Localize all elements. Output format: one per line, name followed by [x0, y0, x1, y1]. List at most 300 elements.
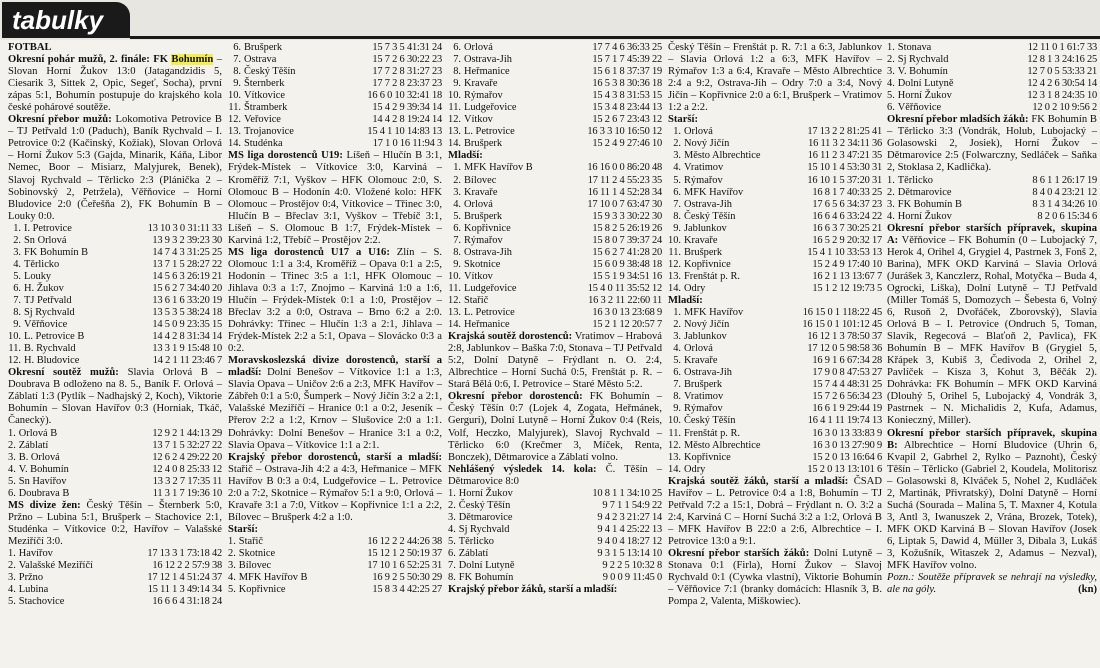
rank-cell: 7. [453, 54, 461, 66]
stats-cell: 15 6 1 8 37:37 19 [592, 66, 662, 78]
stats-cell: 16 11 2 3 47:21 35 [807, 150, 882, 162]
team-cell: Dolní Lutyně [897, 78, 954, 90]
results-text: Líšeň – Hlučín B 3:1, Frýdek-Místek – Vítkovice 3:0, Karviná – Kroměříž 7:1, Vyškov – HFK Olomouc 2:0, S. Olomouc B – Hodonín 4:0. Vložené kolo: HFK Olomouc – Prostějov 0:4, Vítkovice – Třinec 3:0, Hlučín B – Břeclav 3:1, Vyškov – Třebíč 3:1, Líšeň – S. Olomouc B 1:7, Frýdek-Místek – Karviná 1:2, Třebíč – Prostějov 2:2. [228, 150, 442, 246]
standings-table [448, 488, 662, 584]
team-cell: Sj Rychvald [897, 54, 949, 66]
stats-cell: 16 3 2 11 22:60 11 [588, 294, 662, 306]
paragraph [8, 54, 222, 114]
team-cell: Dětmarovice [897, 186, 952, 198]
competition-name: Nehlášený výsledek 14. kola: [448, 463, 597, 475]
rank-cell: 8. [673, 210, 681, 222]
stats-cell: 8 2 0 6 15:34 6 [1037, 210, 1097, 222]
table-row [448, 66, 662, 78]
team-cell: Kravaře [684, 355, 718, 367]
paragraph [448, 464, 662, 488]
stats-cell: 15 7 2 6 30:22 23 [372, 54, 442, 66]
table-row [228, 54, 442, 66]
team-cell: L. Petrovice [464, 307, 515, 319]
stats-cell: 17 11 2 4 55:23 35 [587, 174, 662, 186]
table-row [448, 187, 662, 199]
rank-cell: 2. [887, 54, 895, 66]
team-cell: Vratimov [684, 391, 724, 403]
rank-cell: 4. [673, 343, 681, 355]
table-row [887, 54, 1097, 66]
stats-cell: 12 8 1 3 24:16 25 [1027, 54, 1097, 66]
team-cell: B. Rychvald [24, 343, 76, 355]
team-cell: Kravaře [684, 234, 718, 246]
stats-cell: 16 15 0 1 118:22 45 [802, 307, 882, 319]
results-text: Věřňovice – FK Bohumín (0 – Lubojacký 7, Herok 4, Orihel 4, Grygiel 4, Pastrnek 3, Fonš 2, Barina), MFK OKD Karviná – Slavia Orlová (Jurášek 3, Kanczlerz, Rohal, Motyčka – Buda 4, Ogrocki, Liška), Dolní Lutyně – TJ Petřvald (Miller Tomáš 5, Domozych – Šebesta 6, Volný 6, Rusoň 2, Dvořáček, Zborovský), Slavia Orlová B – I. Petrovice (Ondruch 5, Toman, Slavík, Regecová – Blaťoň 2, Pavlica), FK Bohumín B – MFK Havířov B (Grygiel 5, Křápek 3, Kubiš 3, Čedivoda 2, Orihel 2, Pavlíček – Kisza 3, Kohut 3, Běčák 2). Dohrávka: FK Bohumín – MFK OKD Karviná (Dlouhý 5, Orihel 5, Lubojacký 4, Vondrák 3, Pastrnek – N. Michalidis 2, Kufa, Adamus, Konieczný, Miller). [887, 234, 1097, 427]
stats-cell: 15 2 6 7 23:43 12 [592, 114, 662, 126]
team-cell: FK Bohumín [458, 572, 514, 584]
stats-cell: 15 8 2 5 26:19 26 [592, 222, 662, 234]
team-cell: Sn Orlová [24, 234, 67, 246]
team-cell: Město Albrechtice [684, 150, 761, 162]
rank-cell: 1. [8, 547, 16, 559]
rank-cell: 4. [887, 78, 895, 90]
author-signature: (kn) [1078, 584, 1097, 596]
team-cell: Orlová [464, 198, 493, 210]
table-row [448, 500, 662, 512]
stats-cell: 16 6 0 10 32:41 18 [367, 90, 442, 102]
table-row [448, 307, 662, 319]
stats-cell: 13 7 1 5 32:27 22 [152, 439, 222, 451]
stats-cell: 15 3 4 8 23:44 13 [592, 102, 662, 114]
stats-cell: 16 12 2 2 44:26 38 [367, 535, 442, 547]
team-cell: FK Bohumín B [24, 246, 89, 258]
team-cell: Orlová [464, 42, 493, 53]
team-cell: Nový Jičín [684, 138, 730, 150]
stats-cell: 16 5 2 9 20:32 17 [812, 234, 882, 246]
team-cell: Odry [684, 282, 706, 294]
rank-cell: 11. [668, 246, 681, 258]
table-row [668, 464, 882, 476]
paragraph [448, 584, 662, 596]
rank-cell: 3. [673, 150, 681, 162]
team-cell: H. Žukov [24, 282, 64, 294]
column-3 [448, 42, 662, 596]
table-row [228, 572, 442, 584]
table-row [448, 199, 662, 211]
team-cell: I. Petrovice [24, 222, 72, 234]
competition-name: MS divize žen: [8, 499, 81, 511]
team-cell: Věřňovice [24, 319, 68, 331]
team-cell: Kravaře [464, 78, 498, 90]
rank-cell: 1. [453, 162, 461, 174]
standings-table [668, 126, 882, 295]
stats-cell: 14 5 0 9 23:35 15 [152, 319, 222, 331]
stats-cell: 16 3 0 13 33:83 9 [812, 427, 882, 439]
rank-cell: 2. [673, 319, 681, 331]
team-cell: Dolní Lutyně [458, 560, 515, 572]
table-row [668, 355, 882, 367]
team-cell: Kopřivnice [464, 222, 511, 234]
table-row [887, 102, 1097, 114]
rank-cell: 7. [673, 379, 681, 391]
team-cell: Vítkovice [244, 90, 285, 102]
team-cell: Ostrava [244, 54, 277, 66]
rank-cell: 6. [13, 282, 21, 294]
standings-table [887, 175, 1097, 223]
stats-cell: 16 12 1 3 78:50 37 [807, 331, 882, 343]
team-cell: Dětmarovice [458, 511, 513, 523]
stats-cell: 15 7 1 7 45:39 22 [592, 54, 662, 66]
rank-cell: 3. [8, 451, 16, 463]
stats-cell: 10 8 1 1 34:10 25 [592, 487, 662, 499]
table-row [8, 343, 222, 355]
team-cell: Louky [24, 270, 52, 282]
team-cell: Kopřivnice [238, 584, 286, 596]
rank-cell: 12. [448, 114, 461, 126]
stats-cell: 15 6 0 9 38:48 18 [592, 258, 662, 270]
table-row [668, 367, 882, 379]
team-cell: Skotnice [464, 258, 501, 270]
stats-cell: 16 5 3 8 30:36 18 [592, 78, 662, 90]
stats-cell: 9 4 1 4 25:22 13 [597, 523, 662, 535]
stats-cell: 12 0 2 10 9:56 2 [1032, 102, 1097, 114]
table-row [448, 548, 662, 560]
team-cell: Ostrava-Jih [464, 246, 512, 258]
stats-cell: 16 4 1 11 19:74 13 [807, 415, 882, 427]
table-row [668, 403, 882, 415]
rank-cell: 10. [448, 90, 461, 102]
rank-cell: 3. [887, 198, 895, 210]
table-row [448, 223, 662, 235]
team-cell: Rýmařov [464, 234, 503, 246]
rank-cell: 14. [448, 319, 461, 331]
rank-cell: 1. [448, 487, 456, 499]
table-row [448, 488, 662, 500]
stats-cell: 13 9 3 2 39:23 30 [152, 234, 222, 246]
rank-cell: 6. [453, 42, 461, 53]
rank-cell: 4. [448, 523, 456, 535]
table-row [448, 572, 662, 584]
table-row [668, 307, 882, 319]
team-cell: TJ Petřvald [24, 294, 72, 306]
paragraph [887, 428, 1097, 573]
table-row [887, 66, 1097, 78]
team-cell: Ostrava-Jih [684, 367, 732, 379]
rank-cell: 2. [887, 186, 895, 198]
table-row [887, 187, 1097, 199]
table-row [668, 319, 882, 331]
results-text: Č. Těšín – Dětmarovice 8:0 [448, 463, 662, 487]
stats-cell: 16 16 0 0 86:20 48 [587, 162, 662, 174]
rank-cell: 6. [673, 186, 681, 198]
team-cell: Bílovec [238, 560, 272, 572]
team-cell: Studénka [244, 138, 283, 150]
team-cell: Pržno [18, 572, 44, 584]
team-cell: Skotnice [238, 547, 276, 559]
table-row [668, 331, 882, 343]
stats-cell: 15 2 0 13 16:64 6 [812, 451, 882, 463]
paragraph [228, 150, 442, 246]
rank-cell: 12. [668, 439, 681, 451]
table-row [228, 126, 442, 138]
table-row [887, 199, 1097, 211]
rank-cell: 6. [8, 487, 16, 499]
paragraph [228, 452, 442, 524]
rank-cell: 4. [887, 210, 895, 222]
team-cell: V. Bohumín [18, 463, 69, 475]
table-row [668, 259, 882, 271]
results-text: Vratimov – Hrabová 2:8, Jablunkov – Baška 7:0, Stonava – TJ Petřvald 5:2, Dolní Datyně – Frýdlant n. O. 2:4, Albrechtice – Horní Suchá 0:5, Frenštát p. R. – Stará Bělá 0:6, I. Petrovice – Staré Město 5:2. [448, 331, 662, 391]
team-cell: Český Těšín [458, 499, 511, 511]
team-cell: Horní Žukov [897, 210, 952, 222]
rank-cell: 8. [673, 391, 681, 403]
team-cell: Orlová [684, 126, 713, 138]
rank-cell: 3. [448, 511, 456, 523]
stats-cell: 14 4 2 8 31:34 14 [152, 331, 222, 343]
section-header [0, 0, 1100, 40]
table-row [668, 415, 882, 427]
table-row [668, 138, 882, 150]
stats-cell: 9 3 1 5 13:14 10 [597, 547, 662, 559]
team-cell: Heřmanice [464, 319, 510, 331]
table-row [668, 283, 882, 295]
stats-cell: 16 2 1 13 13:67 7 [812, 270, 882, 282]
table-row [448, 114, 662, 126]
table-row [8, 560, 222, 572]
stats-cell: 16 3 3 10 16:50 12 [587, 126, 662, 138]
paragraph [448, 391, 662, 463]
stats-cell: 17 10 1 6 52:25 31 [367, 560, 442, 572]
team-cell: Věřňovice [897, 102, 942, 114]
rank-cell: 1. [673, 307, 681, 319]
team-cell: Horní Žukov [458, 487, 513, 499]
team-cell: Brušperk [684, 246, 723, 258]
competition-name: Okresní soutěž mužů: [8, 367, 119, 379]
stats-cell: 16 8 1 7 40:33 25 [812, 186, 882, 198]
stats-cell: 12 7 0 5 53:33 21 [1027, 66, 1097, 78]
stats-cell: 15 4 1 10 14:83 13 [367, 126, 442, 138]
team-cell: Sj Rychvald [24, 307, 75, 319]
competition-name: MS liga dorostenců U19: [228, 150, 343, 162]
team-cell: Vítkov [464, 270, 493, 282]
section-tab [2, 2, 130, 38]
team-cell: Vítkov [464, 114, 493, 126]
stats-cell: 9 4 2 3 21:27 14 [597, 511, 662, 523]
rank-cell: 1. [8, 427, 16, 439]
rank-cell: 4. [453, 198, 461, 210]
results-text: Albrechtice – Horní Bludovice (Uhrin 6, Kvapil 2, Gabrhel 2, Rylko – Paznoht), Český Těšín – Těrlicko (Gabriel 2, Koudela, Molitorisz – Golasowski 8, Klváček 5, Nohel 2, Kudláček 2, Martinák, Přivratský), Dolní Datyně – Horní Suchá (Sourada – Malina 5, T. Maxner 4, Kotula 3, Antl 3, Iwanuszek 2, Vrána, Brozek, Totek), MFK OKD Karviná B – Slovan Havířov (Josek 6, Liptak 5, Dawid 4, Müller 3, Dibala 3, Lukáš 3, Kožušník, Witaszek 2, Adamus – Nezval), MFK Havířov volno. [887, 439, 1097, 572]
rank-cell: 5. [448, 535, 456, 547]
stats-cell: 17 7 2 8 23:37 23 [372, 78, 442, 90]
stats-cell: 11 3 1 7 19:36 10 [152, 487, 222, 499]
table-row [668, 199, 882, 211]
column-1 [8, 42, 222, 608]
team-cell: Bílovec [464, 174, 497, 186]
category-label: Starší: [228, 523, 259, 535]
results-text: Dolní Lutyně – Stonava 0:1 (Firla), Horní Žukov – Slavoj Rychvald 0:1 (Cywka vlastní), Viktorie Bohumín – Věřňovice 7:1 (branky domácích: Hlasník 3, B. Pompa 2, Valenta, Miškowiec). [668, 547, 882, 608]
competition-name: MS liga dorostenců U17 a U16: [228, 246, 390, 258]
team-cell: Štramberk [244, 102, 288, 114]
stats-cell: 15 6 2 7 34:40 20 [152, 282, 222, 294]
rank-cell: 5. [8, 475, 16, 487]
stats-cell: 17 1 0 16 11:94 3 [372, 138, 442, 150]
competition-name: Okresní přebor starších přípravek, skupina B: [887, 427, 1097, 451]
team-cell: Rýmařov [684, 403, 723, 415]
stats-cell: 13 7 1 5 28:27 22 [152, 258, 222, 270]
stats-cell: 16 9 2 5 50:30 29 [372, 572, 442, 584]
rank-cell: 2. [228, 547, 236, 559]
stats-cell: 16 6 1 9 29:44 19 [812, 403, 882, 415]
rank-cell: 11. [448, 102, 461, 114]
rank-cell: 3. [13, 246, 21, 258]
team-cell: Horní Žukov [897, 90, 952, 102]
table-row [8, 283, 222, 295]
rank-cell: 10. [228, 90, 241, 102]
table-row [228, 584, 442, 596]
rank-cell: 1. [887, 42, 895, 53]
rank-cell: 3. [673, 331, 681, 343]
table-row [668, 187, 882, 199]
table-row [8, 259, 222, 271]
stats-cell: 12 6 2 4 29:22 20 [152, 451, 222, 463]
results-text: FK Bohumín B – Těrlicko 3:3 (Vondrák, Holub, Lubojacký – Golasowski 2, Josiek), Horní Žukov – Dětmarovice 2:5 (Folwarczny, Sedláček – Saňka 2, Stoklasa 2, Kadlička). [887, 114, 1097, 174]
table-row [668, 235, 882, 247]
rank-cell: 10. [668, 415, 681, 427]
stats-cell: 17 10 0 7 63:47 30 [587, 198, 662, 210]
rank-cell: 9. [453, 78, 461, 90]
table-row [668, 150, 882, 162]
competition-name: Okresní přebor starších žáků: [668, 547, 810, 559]
stats-cell: 9 7 1 1 54:9 22 [602, 499, 662, 511]
stats-cell: 15 4 2 9 39:34 14 [372, 102, 442, 114]
rank-cell: 3. [8, 572, 16, 584]
standings-table [228, 42, 442, 150]
standings-table [8, 428, 222, 500]
results-text: – Slovan Horní Žukov 13:0 (Jatagandzidis 5, Ciesarik 3, Sittek 2, Opic, Segeť, Socha), první zápas 5:1, Bohumín postupuje do krajského kola české pohárové soutěže. [8, 54, 222, 114]
stats-cell: 14 2 1 11 23:46 7 [152, 355, 222, 367]
table-row [448, 271, 662, 283]
team-cell: Doubrava B [18, 487, 70, 499]
paragraph [448, 331, 662, 391]
category-label: Mladší: [448, 150, 483, 162]
table-row [668, 175, 882, 187]
team-cell: Jablunkov [684, 331, 727, 343]
table-row [8, 295, 222, 307]
competition-name: Krajský přebor žáků, starší a mladší: [448, 584, 618, 596]
paragraph [228, 247, 442, 355]
team-cell: Šternberk [244, 78, 285, 90]
category-label: Mladší: [668, 294, 703, 306]
rank-cell: 12. [668, 258, 681, 270]
rank-cell: 3. [453, 186, 461, 198]
competition-name: Okresní přebor dorostenců: [448, 391, 583, 403]
table-row [448, 138, 662, 150]
stats-cell: 15 7 2 6 56:34 23 [812, 391, 882, 403]
table-row [228, 548, 442, 560]
table-row [887, 175, 1097, 187]
rank-cell: 11. [8, 343, 21, 355]
rank-cell: 8. [233, 66, 241, 78]
rank-cell: 4. [8, 584, 16, 596]
table-row [668, 452, 882, 464]
rank-cell: 7. [13, 294, 21, 306]
team-cell: Brušperk [464, 138, 503, 150]
standings-table [8, 548, 222, 608]
rank-cell: 2. [13, 234, 21, 246]
rank-cell: 4. [228, 572, 236, 584]
rank-cell: 2. [8, 560, 16, 572]
standings-table [448, 162, 662, 331]
table-row [668, 247, 882, 259]
team-cell: Havířov [18, 547, 53, 559]
team-cell: Záblatí [458, 547, 489, 559]
team-cell: Těrlicko [897, 174, 933, 186]
team-cell: Ostrava-Jih [464, 54, 512, 66]
table-row [448, 175, 662, 187]
table-row [8, 307, 222, 319]
team-cell: H. Bludovice [24, 355, 80, 367]
stats-cell: 16 3 0 13 27:90 9 [812, 439, 882, 451]
rank-cell: 9. [453, 258, 461, 270]
table-row [887, 90, 1097, 102]
stats-cell: 16 15 0 1 101:12 45 [802, 319, 882, 331]
team-cell: L. Petrovice [464, 126, 515, 138]
stats-cell: 8 4 0 4 23:21 12 [1032, 186, 1097, 198]
stats-cell: 14 4 2 8 19:24 14 [372, 114, 442, 126]
rank-cell: 12. [8, 355, 21, 367]
team-cell: Orlová [684, 343, 713, 355]
table-row [668, 126, 882, 138]
table-row [228, 138, 442, 150]
team-cell: B. Orlová [18, 451, 60, 463]
paragraph [887, 223, 1097, 428]
team-cell: Heřmanice [464, 66, 510, 78]
rank-cell: 14. [668, 282, 681, 294]
rank-cell: 7. [453, 234, 461, 246]
table-row [448, 102, 662, 114]
table-row [668, 223, 882, 235]
team-cell: Záblatí [18, 439, 49, 451]
rank-cell: 3. [887, 66, 895, 78]
rank-cell: 14. [668, 463, 681, 475]
rank-cell: 10. [448, 270, 461, 282]
stats-cell: 16 6 6 4 31:18 24 [152, 596, 222, 608]
team-cell: Trojanovice [244, 126, 294, 138]
team-cell: MFK Havířov B [238, 572, 308, 584]
rank-cell: 6. [233, 42, 241, 53]
paragraph [887, 114, 1097, 174]
results-text: FK Bohumín – Český Těšín 0:7 (Lojek 4, Zogata, Heřmánek, Gerguri), Dolní Lutyně – Horní Žukov 0:4 (Reis, Volf, Heczko, Malyjurek), Slavoj Rychvald – Těrlicko 6:0 (Krečmer 3, Míček, Renta, Bonczek), Dětmarovice a Záblatí volno. [448, 391, 662, 463]
table-row [228, 536, 442, 548]
stats-cell: 16 11 1 4 52:28 34 [587, 186, 662, 198]
team-cell: Těrlicko [24, 258, 60, 270]
table-row [668, 211, 882, 223]
rank-cell: 6. [673, 367, 681, 379]
table-row [448, 211, 662, 223]
paragraph [8, 367, 222, 427]
team-cell: Český Těšín [244, 66, 296, 78]
table-row [8, 428, 222, 440]
rank-cell: 1. [228, 535, 236, 547]
stats-cell: 8 6 1 1 26:17 19 [1032, 174, 1097, 186]
paragraph [668, 476, 882, 548]
table-row [8, 247, 222, 259]
stats-cell: 16 10 1 5 37:20 31 [807, 174, 882, 186]
competition-name: Okresní přebor starších přípravek, skupina A: [887, 222, 1097, 246]
stats-cell: 15 7 3 5 41:31 24 [372, 42, 442, 53]
stats-cell: 13 6 1 6 33:20 19 [152, 294, 222, 306]
team-cell: Valašské Meziříčí [18, 560, 93, 572]
team-cell: Český Těšín [684, 210, 736, 222]
rank-cell: 6. [453, 222, 461, 234]
standings-table [228, 536, 442, 596]
rank-cell: 2. [448, 499, 456, 511]
stats-cell: 15 4 0 11 35:52 12 [587, 282, 662, 294]
